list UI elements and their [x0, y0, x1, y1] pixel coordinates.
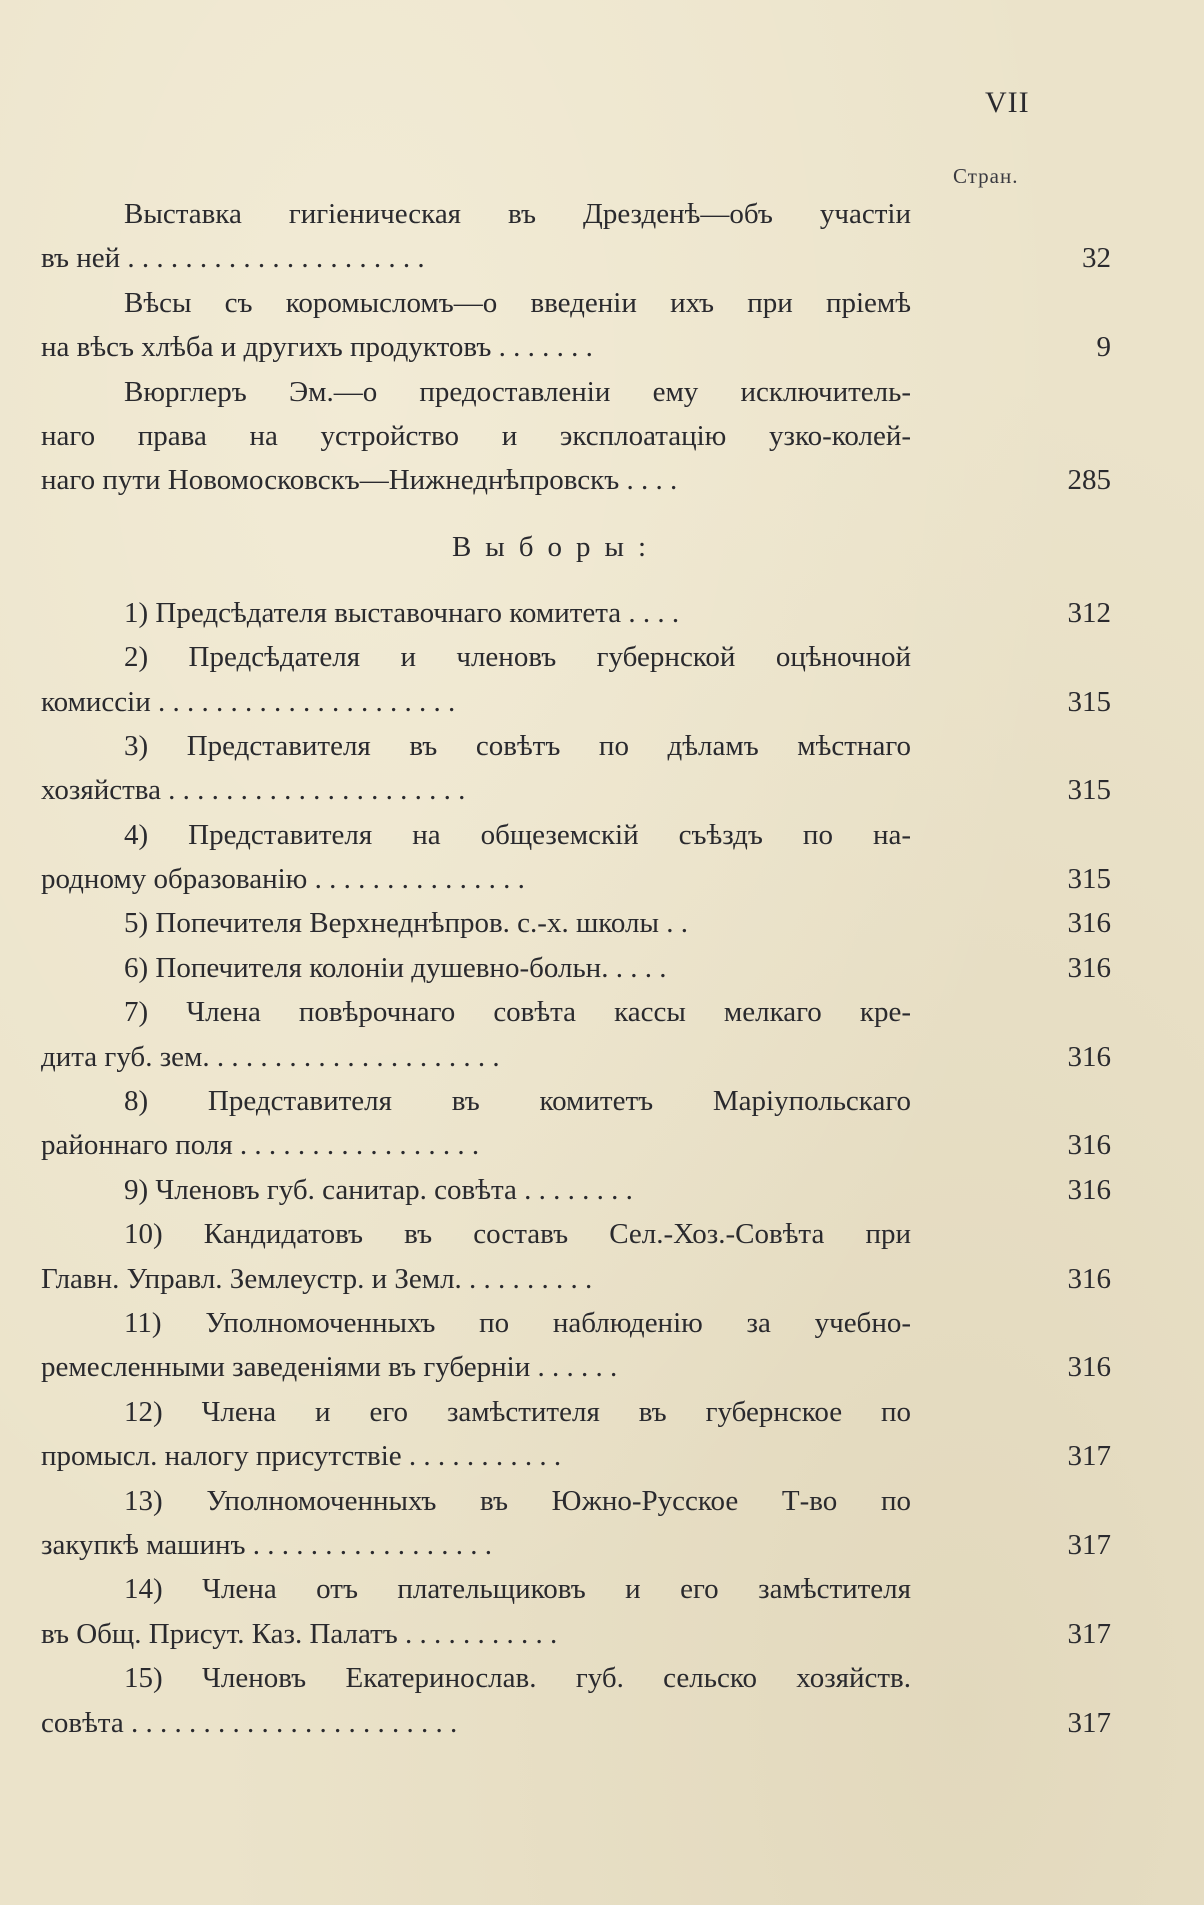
page-ref: 9 — [1096, 331, 1111, 364]
entry-text: 3) Представителя въ совѣтъ по дѣламъ мѣстнаго — [124, 729, 911, 762]
index-line — [41, 1656, 1071, 1700]
entry-text: Вюрглеръ Эм.—о предоставленіи ему исключитель- — [124, 375, 911, 408]
entry-text: родному образованію . . . . . . . . . . . . . . . — [41, 863, 525, 896]
index-line — [41, 680, 1111, 724]
page-ref: 316 — [1067, 1351, 1111, 1384]
entry-text: совѣта . . . . . . . . . . . . . . . . . . . . . . . — [41, 1706, 458, 1739]
index-line — [41, 1301, 1071, 1345]
entry-text: 9) Членовъ губ. санитар. совѣта . . . . . . . . — [124, 1173, 633, 1206]
index-line — [41, 1523, 1111, 1567]
index-line — [41, 946, 1111, 990]
index-line — [41, 1434, 1111, 1478]
entry-text: Вѣсы съ коромысломъ—о введеніи ихъ при пріемѣ — [124, 286, 911, 319]
index-line — [41, 1123, 1111, 1167]
page-ref: 316 — [1067, 907, 1111, 940]
page-ref: 315 — [1067, 685, 1111, 718]
entry-text: 14) Члена отъ плательщиковъ и его замѣстителя — [124, 1573, 911, 1606]
entry-text: ремесленными заведеніями въ губерніи . . . . . . — [41, 1351, 618, 1384]
index-line — [41, 370, 1071, 414]
page-ref: 316 — [1067, 1173, 1111, 1206]
entry-text: промысл. налогу присутствіе . . . . . . . . . . . — [41, 1440, 562, 1473]
page-ref: 312 — [1067, 596, 1111, 629]
entry-text: 8) Представителя въ комитетъ Маріупольскаго — [124, 1085, 911, 1118]
index-line — [41, 901, 1111, 945]
index-line — [41, 1612, 1111, 1656]
entry-text: 11) Уполномоченныхъ по наблюденію за учебно- — [124, 1306, 911, 1339]
page-ref: 316 — [1067, 1129, 1111, 1162]
index-line — [41, 1257, 1111, 1301]
entry-text: въ Общ. Присут. Каз. Палатъ . . . . . . . . . . . — [41, 1617, 558, 1650]
page-ref: 317 — [1067, 1528, 1111, 1561]
index-line — [41, 192, 1071, 236]
entry-text: 10) Кандидатовъ въ составъ Сел.-Хоз.-Совѣта при — [124, 1218, 911, 1251]
entry-text: районнаго поля . . . . . . . . . . . . . . . . . — [41, 1129, 480, 1162]
section-heading-line — [41, 503, 1071, 591]
page-ref: 317 — [1067, 1440, 1111, 1473]
page-number: VII — [985, 86, 1030, 119]
entry-text: 6) Попечителя колоніи душевно-больн. . . . . — [124, 951, 667, 984]
entry-text: 15) Членовъ Екатеринослав. губ. сельско хозяйств. — [124, 1662, 911, 1695]
index-line — [41, 1567, 1071, 1611]
index-line — [41, 1212, 1071, 1256]
index-line — [41, 813, 1071, 857]
entry-text: 1) Предсѣдателя выставочнаго комитета . . . . — [124, 596, 680, 629]
entry-text: въ ней . . . . . . . . . . . . . . . . . . . . . — [41, 242, 425, 275]
section-heading: Выборы: — [451, 530, 661, 563]
page-ref: 317 — [1067, 1617, 1111, 1650]
page-ref: 315 — [1067, 774, 1111, 807]
page-ref: 315 — [1067, 863, 1111, 896]
index-line — [41, 635, 1071, 679]
entry-text: на вѣсъ хлѣба и другихъ продуктовъ . . . . . . . — [41, 331, 593, 364]
index-line — [41, 1479, 1071, 1523]
entry-text: 12) Члена и его замѣстителя въ губернское по — [124, 1395, 911, 1428]
entry-text: 4) Представителя на общеземскій съѣздъ по на- — [124, 818, 911, 851]
page-column-header: Стран. — [953, 164, 1019, 188]
entry-text: Выставка гигіеническая въ Дрезденѣ—объ участіи — [124, 198, 911, 230]
page-ref: 285 — [1067, 464, 1111, 497]
index-text — [41, 192, 1111, 1745]
index-line — [41, 414, 1071, 458]
entry-text: закупкѣ машинъ . . . . . . . . . . . . . . . . . — [41, 1528, 493, 1561]
index-line — [41, 768, 1111, 812]
index-line — [41, 1345, 1111, 1389]
index-line — [41, 1168, 1111, 1212]
entry-text: Главн. Управл. Землеустр. и Земл. . . . . . . . . . — [41, 1262, 593, 1295]
entry-text: дита губ. зем. . . . . . . . . . . . . . . . . . . . . — [41, 1040, 500, 1073]
index-line — [41, 857, 1111, 901]
entry-text: комиссіи . . . . . . . . . . . . . . . . . . . . . — [41, 685, 456, 718]
page-ref: 32 — [1082, 242, 1111, 275]
index-line — [41, 236, 1111, 280]
index-line — [41, 1701, 1111, 1745]
index-line — [41, 325, 1111, 369]
index-line — [41, 990, 1071, 1034]
index-line — [41, 591, 1111, 635]
entry-text: наго права на устройство и эксплоатацію узко-колей- — [41, 419, 911, 452]
index-line — [41, 724, 1071, 768]
entry-text: наго пути Новомосковскъ—Нижнеднѣпровскъ . . . . — [41, 464, 678, 497]
index-line — [41, 281, 1071, 325]
page-ref: 316 — [1067, 951, 1111, 984]
entry-text: 7) Члена повѣрочнаго совѣта кассы мелкаго кре- — [124, 996, 911, 1029]
entry-text: хозяйства . . . . . . . . . . . . . . . . . . . . . — [41, 774, 466, 807]
index-line — [41, 1390, 1071, 1434]
index-line — [41, 458, 1111, 502]
page-ref: 316 — [1067, 1040, 1111, 1073]
index-line — [41, 1079, 1071, 1123]
entry-text: 2) Предсѣдателя и членовъ губернской оцѣночной — [124, 641, 911, 674]
index-line — [41, 1035, 1111, 1079]
entry-text: 13) Уполномоченныхъ въ Южно-Русское Т-во по — [124, 1484, 911, 1517]
page-ref: 316 — [1067, 1262, 1111, 1295]
page-ref: 317 — [1067, 1706, 1111, 1739]
entry-text: 5) Попечителя Верхнеднѣпров. с.-х. школы . . — [124, 907, 688, 940]
